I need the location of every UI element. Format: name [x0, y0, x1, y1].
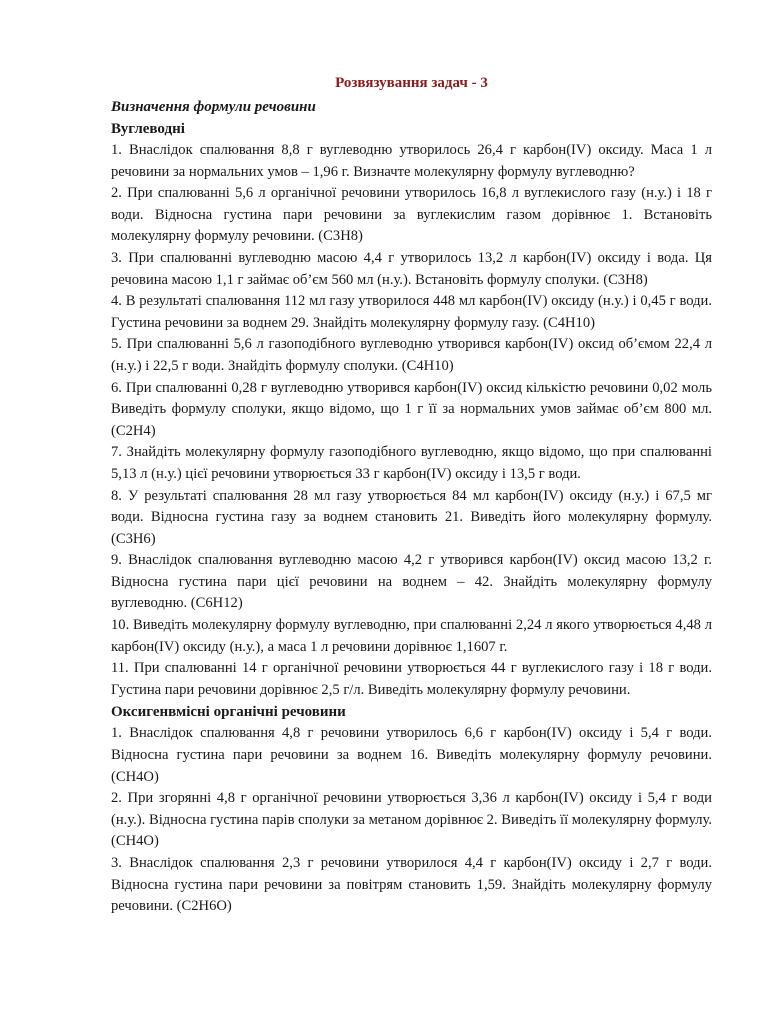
document-page: [111, 72, 712, 918]
problem-item: 2. При спалюванні 5,6 л органічної речовини утворилось 16,8 л вуглекислого газу (н.у.) і 18 г води. Відносна густина пари речовини за вуглекислим газом дорівнює 1. Встановіть молекулярну формулу речовини. (C3H8): [111, 185, 712, 245]
problem-list: [111, 723, 712, 917]
problem-item: 3. Внаслідок спалювання 2,3 г речовини утворилося 4,4 г карбон(IV) оксиду і 2,7 г води. Відносна густина пари речовини за повітрям становить 1,59. Знайдіть молекулярну формулу речовини. (C2H6O): [111, 855, 712, 915]
problem-item: 11. При спалюванні 14 г органічної речовини утворюється 44 г вуглекислого газу і 18 г води. Густина пари речовини дорівнює 2,5 г/л. Виведіть молекулярну формулу речовини.: [111, 660, 712, 698]
section-hydrocarbons: [111, 118, 712, 701]
problem-item: 7. Знайдіть молекулярну формулу газоподібного вуглеводню, якщо відомо, що при спалюванні 5,13 л (н.у.) цієї речовини утворюється 33 г карбон(IV) оксиду і 13,5 г води.: [111, 444, 712, 482]
problem-item: 6. При спалюванні 0,28 г вуглеводню утворився карбон(IV) оксид кількістю речовини 0,02 моль Виведіть формулу сполуки, якщо відомо, що 1 г її за нормальних умов займає об’єм 800 мл. (C2H4): [111, 379, 712, 439]
problem-item: 5. При спалюванні 5,6 л газоподібного вуглеводню утворився карбон(IV) оксид об’ємом 22,4 л (н.у.) і 22,5 г води. Знайдіть формулу сполуки. (C4H10): [111, 336, 712, 374]
section-heading: Вуглеводні: [111, 121, 185, 137]
section-oxygen-organics: [111, 701, 712, 917]
section-heading: Оксигенвмісні органічні речовини: [111, 704, 346, 721]
problem-item: 9. Внаслідок спалювання вуглеводню масою 4,2 г утворився карбон(IV) оксид масою 13,2 г. Відносна густина пари цієї речовини на воднем – 42. Знайдіть молекулярну формулу вуглеводню. (C6H12): [111, 552, 712, 612]
problem-list: [111, 140, 712, 701]
document-subtitle: Визначення формули речовини: [111, 99, 316, 115]
problem-item: 1. Внаслідок спалювання 4,8 г речовини утворилось 6,6 г карбон(IV) оксиду і 5,4 г води. Відносна густина пари речовини за воднем 16. Виведіть молекулярну формулу речовини. (CH4O): [111, 725, 712, 785]
problem-item: 4. В результаті спалювання 112 мл газу утворилося 448 мл карбон(IV) оксиду (н.у.) і 0,45 г води. Густина речовини за воднем 29. Знайдіть молекулярну формулу газу. (C4H10): [111, 293, 712, 331]
problem-item: 3. При спалюванні вуглеводню масою 4,4 г утворилось 13,2 л карбон(IV) оксиду і вода. Ця речовина масою 1,1 г займає об’єм 560 мл (н.у.). Встановіть формулу сполуки. (C3H8): [111, 249, 712, 288]
problem-item: 10. Виведіть молекулярну формулу вуглеводню, при спалюванні 2,24 л якого утворюється 4,48 л карбон(IV) оксиду (н.у.), а маса 1 л речовини дорівнює 1,1607 г.: [111, 617, 712, 655]
problem-item: 8. У результаті спалювання 28 мл газу утворюється 84 мл карбон(IV) оксиду (н.у.) і 67,5 мг води. Відносна густина газу за воднем становить 21. Виведіть його молекулярну формулу. (C3H6): [111, 487, 712, 547]
problem-item: 1. Внаслідок спалювання 8,8 г вуглеводню утворилось 26,4 г карбон(IV) оксиду. Маса 1 л речовини за нормальних умов – 1,96 г. Визначте молекулярну формулу вуглеводню?: [111, 142, 712, 180]
document-title: Розвязування задач - 3: [335, 75, 488, 91]
problem-item: 2. При згорянні 4,8 г органічної речовини утворюється 3,36 л карбон(IV) оксиду і 5,4 г води (н.у.). Відносна густина парів сполуки за метаном дорівнює 2. Виведіть її молекулярну формулу. (CH4O): [111, 790, 712, 850]
